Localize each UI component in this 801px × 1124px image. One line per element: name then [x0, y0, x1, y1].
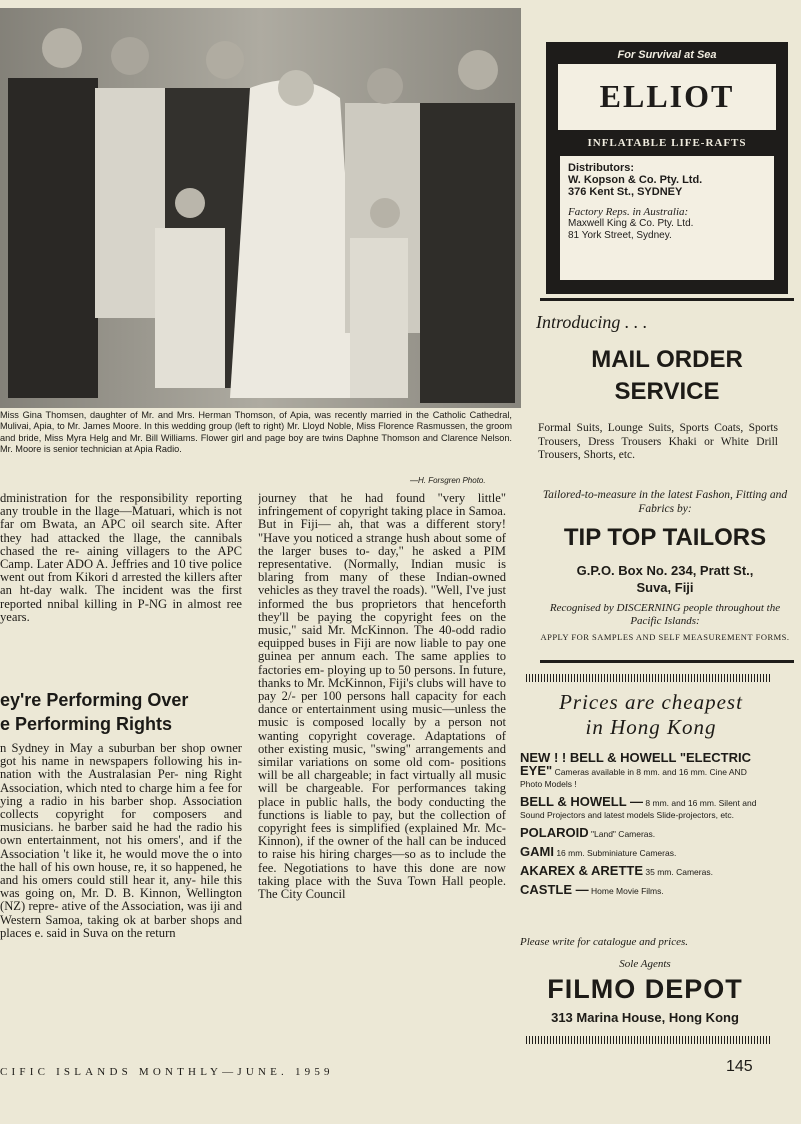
filmo-product-item [520, 796, 770, 821]
elliot-brand: ELLIOT [599, 78, 735, 114]
photo-credit: —H. Forsgren Photo. [410, 476, 486, 485]
filmo-product-item [520, 865, 770, 878]
filmo-product-item [520, 846, 770, 859]
page-footer-masthead: CIFIC ISLANDS MONTHLY—JUNE. 1959 [0, 1066, 334, 1078]
product-name: POLAROID [520, 825, 589, 840]
elliot-info-box [560, 156, 774, 280]
article-performing-rights-column-2 [258, 492, 506, 1058]
wedding-photo [0, 8, 521, 408]
divider-rule [540, 660, 794, 663]
elliot-distributor-address: 376 Kent St., SYDNEY [568, 186, 683, 198]
product-desc: 16 mm. Subminiature Cameras. [556, 848, 677, 858]
filmo-brand: FILMO DEPOT [547, 974, 743, 1004]
performing-rights-text-2: journey that he had found "very little" infringement of copyright taking place in Samoa. But in Fiji— ah, that was a different story! "Have you noticed a strange hush about some of the larger buses to- day," he asked a PIM representative. (Normally, Indian music is blaring from many of these Indian-owned vehicles as they travel the roads). "Well, I've just informed the bus proprietors that henceforth they'll be paying the copyright fees on the music," said Mr. McKinnon. The 40-odd radio equipped buses in Fiji are now liable to pay one guinea per annum each. The same applies to factories em- ploying up to 50 persons. In future, thanks to Mr. McKinnon, Fiji's clubs will have to pay 2/- per 100 persons hall capacity for each dance or entertainment using music—unless the music is composed locally by a person not wanting copyright coverage. Adaptations of other existing music, "swing" arrangements and similar variations on some old com- positions will be all chargeable; in fact virtually all music will be chargeable. For performances taking place in public halls, the body conducting the functions is liable to pay, but the collection of copyright fees is simplified (explained Mr. Mc- Kinnon), if the owner of the hall can be induced to raise his hiring charges—so as to include the fee. Negotiations to have this done are now taking place with the Suva Town Hall people. The City Council [258, 492, 506, 902]
filmo-product-item [520, 752, 770, 790]
filmo-headline [526, 690, 776, 740]
performing-rights-text-1: n Sydney in May a suburban ber shop owner got his name in newspapers following his in- nation with the Australasian Per- ning Right Association, which nted to charge him a fee for ying a radio in his barber shop. Association collects copyright for composers and musicians. he barber said he had the radio his own entertainment, not his omers', and if the Association 't like it, he would move the o into the hall of his own house, re, it so happened, he and his omers could still hear it, any- hile this was going on, Mr. D. B. Kinnon, Wellington (NZ) repre- ative of the Association, was iji and Western Samoa, taking ok at barber shops and places e. said in Suva on the return [0, 742, 242, 940]
photo-caption-text: Miss Gina Thomsen, daughter of Mr. and Mrs. Herman Thomson, of Apia, was recently married in the Catholic Cathedral, Mulivai, Apia, to Mr. James Moore. In this wedding group (left to right) Mr. Lloyd Noble, Miss Florence Rasmussen, the groom and bride, Miss Myra Helg and Mr. Bill Williams. Flower girl and page boy are twins Daphne Thomson and Clarence Nelson. Mr. Moore is senior technician at Apia Radio. [0, 410, 512, 454]
filmo-address: 313 Marina House, Hong Kong [551, 1010, 739, 1025]
elliot-distributors-label: Distributors: [568, 162, 634, 174]
tailors-recognised: Recognised by DISCERNING people throughout the Pacific Islands: [549, 602, 781, 627]
product-desc: "Land" Cameras. [591, 829, 656, 839]
elliot-factory-label: Factory Reps. in Australia: [568, 206, 689, 218]
elliot-factory-address: 81 York Street, Sydney. [568, 230, 672, 241]
product-name: BELL & HOWELL — [520, 794, 644, 809]
tailors-address [538, 562, 792, 596]
article-cannibal-column [0, 492, 242, 672]
tailors-apply: APPLY FOR SAMPLES AND SELF MEASUREMENT FORMS. [540, 632, 790, 642]
filmo-please-write: Please write for catalogue and prices. [520, 936, 689, 948]
product-name: NEW ! ! BELL & HOWELL "ELECTRIC EYE" [520, 750, 752, 778]
tailors-headline: MAIL ORDER SERVICE [591, 346, 743, 405]
decorative-bar [526, 1036, 770, 1044]
decorative-bar [526, 674, 770, 682]
filmo-product-item [520, 827, 770, 840]
product-desc: 8 mm. and 16 mm. Silent and Sound Projectors and latest models Slide-projectors, etc. [520, 798, 757, 820]
elliot-distributor-name: W. Kopson & Co. Pty. Ltd. [568, 174, 703, 186]
headline-line-2: e Performing Rights [0, 714, 173, 734]
product-desc: Cameras available in 8 mm. and 16 mm. Cine AND Photo Models ! [520, 767, 747, 789]
article-performing-rights-headline [0, 688, 242, 736]
product-name: AKAREX & ARETTE [520, 863, 644, 878]
filmo-product-list [520, 752, 770, 903]
elliot-brand-box [558, 64, 776, 130]
elliot-product: INFLATABLE LIFE-RAFTS [587, 137, 747, 149]
filmo-headline-line-2: in Hong Kong [585, 715, 717, 739]
product-name: CASTLE — [520, 882, 589, 897]
filmo-product-item [520, 884, 770, 897]
article-cannibal-text: dministration for the responsibility reporting any trouble in the llage—Matuari, which is not far om Bwata, an APC oil search site. After they had attacked the llage, the cannibals chased the re- aining villagers to the APC Camp. Later ADO A. Jeffries and 10 tive police went out from Kikori d arrested the killers after an ht-day walk. The incident was the first reported nnibal killing in P-NG in almost ree years. [0, 492, 242, 624]
page-number: 145 [726, 1058, 753, 1075]
product-desc: Home Movie Films. [591, 886, 664, 896]
photo-caption [0, 410, 512, 455]
divider-rule [540, 298, 794, 301]
elliot-tagline: For Survival at Sea [617, 49, 717, 61]
tailors-brand: TIP TOP TAILORS [563, 524, 767, 551]
filmo-headline-line-1: Prices are cheapest [559, 690, 743, 714]
wedding-photo-image [0, 8, 521, 408]
tailors-address-line-2: Suva, Fiji [636, 580, 694, 595]
filmo-sole-agents: Sole Agents [619, 958, 671, 970]
tailors-intro: Introducing . . . [536, 312, 648, 332]
elliot-factory-name: Maxwell King & Co. Pty. Ltd. [568, 218, 694, 229]
tailors-items: Formal Suits, Lounge Suits, Sports Coats, Sports Trousers, Dress Trousers Khaki or White Drill Trousers, Shorts, etc. [538, 422, 778, 461]
article-performing-rights-column-1 [0, 742, 242, 1060]
ad-elliot-liferafts [546, 42, 788, 294]
product-name: GAMI [520, 844, 554, 859]
tailors-address-line-1: G.P.O. Box No. 234, Pratt St., [576, 563, 754, 578]
tailors-tailored-line: Tailored-to-measure in the latest Fashon, Fitting and Fabrics by: [542, 489, 788, 515]
headline-line-1: ey're Performing Over [0, 690, 189, 710]
product-desc: 35 mm. Cameras. [645, 867, 713, 877]
